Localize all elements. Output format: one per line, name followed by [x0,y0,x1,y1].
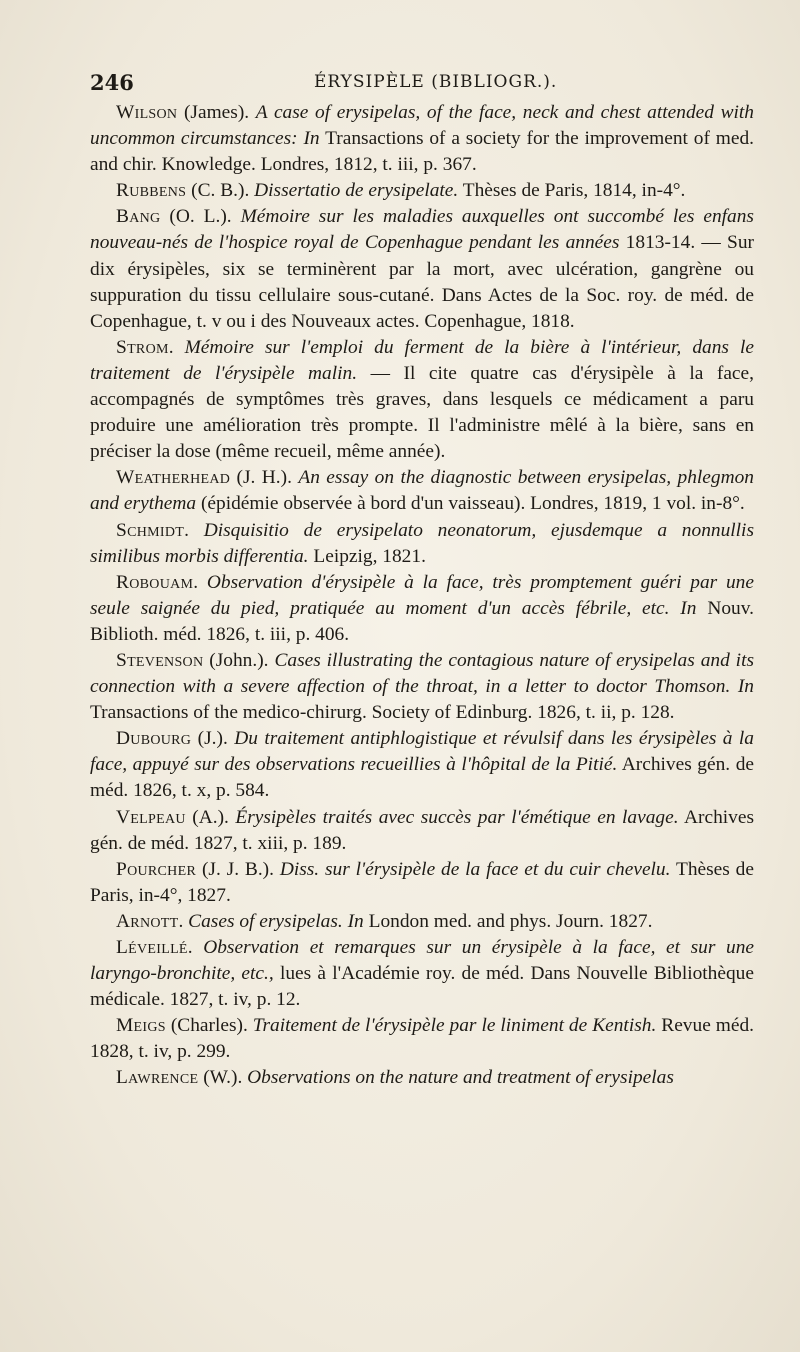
page-number: 246 [90,70,134,95]
entry-title: Mémoire sur les maladies auxquelles ont succombé les enfans nouveau-nés de l'hospice royal de Copenhague pendant les années [90,206,754,254]
entry-citation: Revue méd. 1828, t. iv, p. 299. [90,1015,754,1063]
entry-author-detail: (O. L.). [160,206,241,228]
entry-author-detail: (James). [177,102,256,123]
entry-author: Dubourg [116,728,192,750]
entry-author: Léveillé [116,937,188,958]
entry-citation: Nouv. Biblioth. méd. 1826, t. iii, p. 406. [90,597,754,645]
entry-author: Arnott [116,910,179,932]
entry-title: Traitement de l'érysipèle par le liniment de Kentish. [252,1015,657,1037]
entry-title: Observation d'érysipèle à la face, très promptement guéri par une seule saignée du pied, pratiquée au moment d'un accès fébrile, etc. In [90,571,754,619]
entry-title: Cases of erysipelas. In [188,910,364,932]
entry-author: Stevenson [116,649,204,671]
entry-author-detail: (W.). [198,1067,248,1089]
bibliography-entry [90,726,754,804]
bibliography-entry [90,100,754,178]
bibliography-entry [90,805,754,857]
bibliography-entry [90,204,754,334]
entry-author: Rubbens [116,180,187,202]
entry-author-detail: (J. J. B.). [196,858,280,880]
entry-author: Weatherhead [116,467,231,489]
bibliography-entry [90,1013,754,1065]
entry-author: Robouam [116,571,194,593]
entry-author-detail: . [187,937,204,958]
entry-author-detail: . [168,336,185,358]
entry-title: Dissertatio de erysipelate. [254,180,459,202]
entry-citation: London med. and phys. Journ. 1827. [363,910,653,932]
bibliography-entry [90,570,754,648]
entry-author-detail: . [184,519,204,541]
entry-citation: Leipzig, 1821. [308,545,426,567]
entry-author: Strom [116,336,169,358]
entry-title: Diss. sur l'érysipèle de la face et du cuir chevelu. [279,858,671,880]
entry-citation: Thèses de Paris, in-4°, 1827. [90,858,754,906]
entry-citation: Archives gén. de méd. 1826, t. x, p. 584. [90,754,754,802]
page-header [90,66,752,100]
entry-author-detail: (John.). [203,649,275,671]
bibliography-list [90,100,754,1092]
entry-title: Observation et remarques sur un érysipèle à la face, et sur une laryngo-bronchite, etc., [90,937,754,985]
entry-author-detail: (C. B.). [186,180,255,202]
entry-author-detail: (J. H.). [230,467,299,489]
entry-author: Meigs [116,1015,166,1037]
entry-author-detail: (Charles). [165,1015,253,1037]
entry-author-detail: (J.). [191,728,235,750]
entry-author: Schmidt [116,519,185,541]
entry-author: Bang [116,206,161,228]
entry-citation: 1813-14. — Sur dix érysipèles, six se terminèrent par la mort, avec ulcération, gangrène ou suppuration du tissu cellulaire sous-cutané. Dans Actes de la Soc. roy. de méd. de Copenhague, t. v ou i des Nouveaux actes. Copenhague, 1818. [90,232,754,332]
entry-citation: Transactions of the medico-chirurg. Society of Edinburg. 1826, t. ii, p. 128. [90,702,675,724]
entry-title: A case of erysipelas, of the face, neck and chest attended with uncommon circumstances: In [90,102,754,150]
bibliography-entry [90,935,754,1013]
entry-title: Mémoire sur l'emploi du ferment de la bière à l'intérieur, dans le traitement de l'érysipèle malin. [90,336,754,384]
bibliography-entry [90,648,754,726]
bibliography-entry [90,465,754,517]
running-title: ÉRYSIPÈLE (BIBLIOGR.). [314,72,558,92]
bibliography-entry [90,909,754,935]
entry-author-detail: . [178,910,189,932]
bibliography-entry [90,857,754,909]
entry-author: Pourcher [116,858,197,880]
entry-author: Wilson [116,102,178,123]
bibliography-entry [90,518,754,570]
entry-citation: — Il cite quatre cas d'érysipèle à la face, accompagnés de symptômes très graves, dans lesquels ce médicament a paru produire une amélioration très prompte. Il l'administre mêlé à la bière, sans en préciser la dose (même recueil, même année). [90,362,754,463]
entry-author-detail: . [193,571,207,593]
bibliography-entry [90,1065,754,1091]
entry-title: Observations on the nature and treatment of erysipelas [247,1067,674,1089]
entry-citation: Thèses de Paris, 1814, in-4°. [458,180,686,202]
entry-citation: (épidémie observée à bord d'un vaisseau). Londres, 1819, 1 vol. in-8°. [196,493,745,515]
bibliography-entry [90,178,754,204]
entry-citation: lues à l'Académie roy. de méd. Dans Nouvelle Bibliothèque médicale. 1827, t. iv, p. 12. [90,963,754,1011]
entry-title: Cases illustrating the contagious nature of erysipelas and its connection with a severe affection of the throat, in a letter to doctor Thomson. In [90,649,755,698]
entry-title: Du traitement antiphlogistique et révulsif dans les érysipèles à la face, appuyé sur des observations recueillies à l'hôpital de la Pitié. [90,728,754,776]
bibliography-entry [90,335,754,465]
entry-citation: Archives gén. de méd. 1827, t. xiii, p. 189. [90,806,754,854]
entry-author: Lawrence [116,1067,199,1089]
entry-citation: Transactions of a society for the improvement of med. and chir. Knowledge. Londres, 1812, t. iii, p. 367. [90,128,754,176]
entry-title: An essay on the diagnostic between erysipelas, phlegmon and erythema [90,467,754,515]
entry-author-detail: (A.). [185,806,236,828]
entry-author: Velpeau [116,806,186,828]
entry-title: Érysipèles traités avec succès par l'émétique en lavage. [235,806,679,828]
entry-title: Disquisitio de erysipelato neonatorum, ejusdemque a nonnullis similibus morbis differentia. [90,519,754,567]
